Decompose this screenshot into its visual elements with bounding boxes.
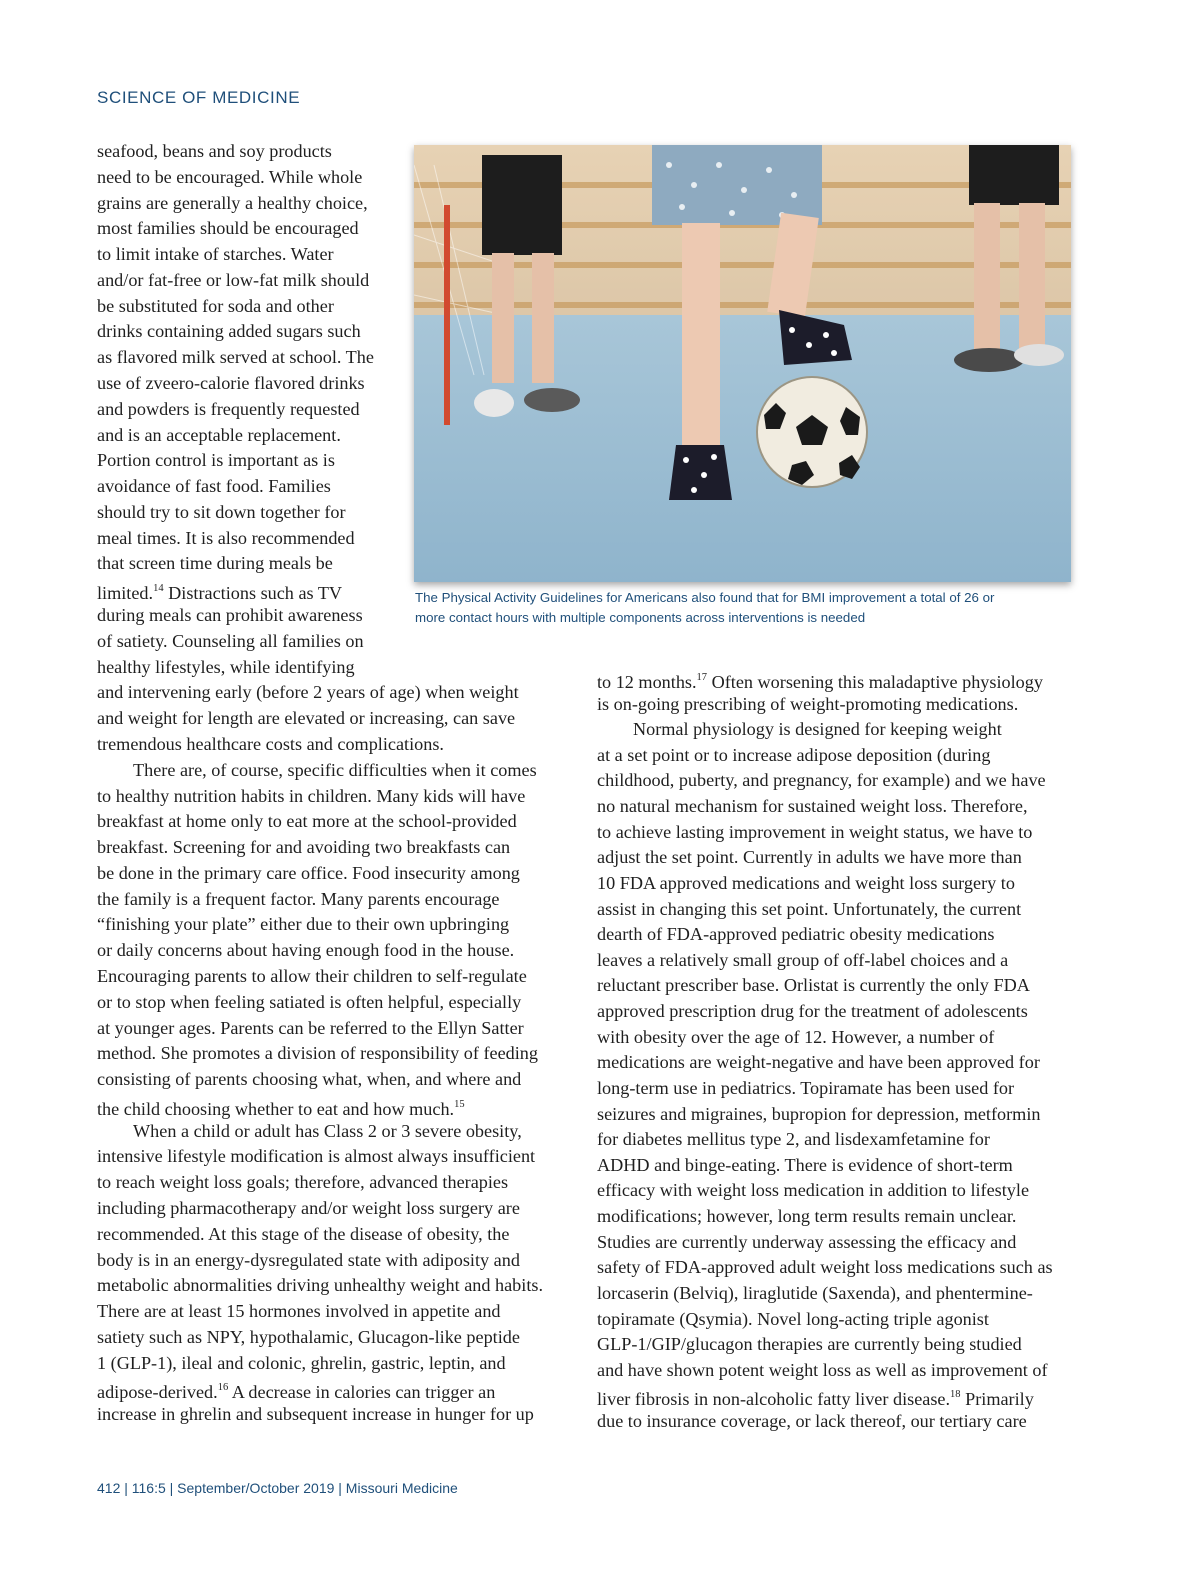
- text-line: Studies are currently underway assessing the efficacy and: [597, 1231, 1017, 1252]
- text-line: or to stop when feeling satiated is often helpful, especially: [97, 991, 522, 1012]
- photo-illustration: [414, 145, 1071, 582]
- text-line: reluctant prescriber base. Orlistat is currently the only FDA: [597, 975, 1030, 996]
- text-line: increase in ghrelin and subsequent increase in hunger for up: [97, 1404, 534, 1425]
- text-line: and have shown potent weight loss as well as improvement of: [597, 1359, 1048, 1380]
- text-line: including pharmacotherapy and/or weight loss surgery are: [97, 1197, 520, 1218]
- text-line: at younger ages. Parents can be referred to the Ellyn Satter: [97, 1017, 524, 1038]
- text-line: avoidance of fast food. Families: [97, 476, 331, 497]
- figure-caption-line: more contact hours with multiple components across interventions is needed: [415, 610, 866, 625]
- text-line: drinks containing added sugars such: [97, 321, 361, 342]
- text-line: with obesity over the age of 12. However, a number of: [597, 1026, 995, 1047]
- text-line: ADHD and binge-eating. There is evidence of short-term: [597, 1154, 1013, 1175]
- text-line: seafood, beans and soy products: [97, 141, 332, 161]
- text-line: Encouraging parents to allow their children to self-regulate: [97, 965, 527, 986]
- text-line: liver fibrosis in non-alcoholic fatty liver disease.$^{18}$ Primarily: [597, 1389, 1034, 1410]
- text-line: during meals can prohibit awareness: [97, 605, 363, 626]
- text-line: the family is a frequent factor. Many parents encourage: [97, 888, 500, 909]
- text-line: to reach weight loss goals; therefore, advanced therapies: [97, 1172, 509, 1193]
- text-line: and/or fat-free or low-fat milk should: [97, 269, 370, 290]
- text-line: meal times. It is also recommended: [97, 527, 355, 548]
- text-line: no natural mechanism for sustained weight loss. Therefore,: [597, 796, 1028, 817]
- text-line: should try to sit down together for: [97, 501, 346, 522]
- text-line: breakfast at home only to eat more at the school-provided: [97, 811, 517, 832]
- text-line: tremendous healthcare costs and complications.: [97, 733, 444, 754]
- text-line: to 12 months.$^{17}$ Often worsening this maladaptive physiology: [597, 672, 1043, 693]
- text-line: There are at least 15 hormones involved in appetite and: [97, 1301, 501, 1322]
- figure-photo-children-soccer: [414, 145, 1071, 582]
- text-line: for diabetes mellitus type 2, and lisdexamfetamine for: [597, 1129, 990, 1150]
- text-line: When a child or adult has Class 2 or 3 severe obesity,: [133, 1120, 522, 1141]
- text-line: leaves a relatively small group of off-label choices and a: [597, 949, 1009, 970]
- text-line: to achieve lasting improvement in weight status, we have to: [597, 821, 1033, 842]
- text-line: Portion control is important as is: [97, 450, 335, 471]
- text-line: be substituted for soda and other: [97, 295, 334, 316]
- text-line: efficacy with weight loss medication in addition to lifestyle: [597, 1180, 1030, 1201]
- reference-superscript: 17: [696, 672, 708, 683]
- text-line: modifications; however, long term results remain unclear.: [597, 1206, 1017, 1227]
- text-line: body is in an energy-dysregulated state with adiposity and: [97, 1249, 520, 1270]
- reference-superscript: 14: [153, 583, 164, 595]
- text-line: be done in the primary care office. Food insecurity among: [97, 862, 520, 883]
- text-line: lorcaserin (Belviq), liraglutide (Saxenda), and phentermine-: [597, 1282, 1033, 1303]
- text-line: as flavored milk served at school. The: [97, 347, 374, 368]
- text-line: approved prescription drug for the treatment of adolescents: [597, 1001, 1028, 1022]
- text-line: and weight for length are elevated or increasing, can save: [97, 708, 516, 729]
- text-line: limited.$^{14}$ Distractions such as TV: [97, 583, 343, 604]
- text-line: method. She promotes a division of responsibility of feeding: [97, 1043, 538, 1064]
- text-line: seizures and migraines, bupropion for depression, metformin: [597, 1103, 1041, 1124]
- text-line: intensive lifestyle modification is almost always insufficient: [97, 1146, 536, 1167]
- text-line: childhood, puberty, and pregnancy, for example) and we have: [597, 770, 1046, 791]
- section-header: SCIENCE OF MEDICINE: [97, 88, 301, 107]
- reference-superscript: 15: [454, 1098, 465, 1110]
- text-line: the child choosing whether to eat and how much.$^{15}$: [97, 1098, 465, 1119]
- text-line: or daily concerns about having enough food in the house.: [97, 940, 515, 961]
- text-line: breakfast. Screening for and avoiding two breakfasts can: [97, 837, 511, 858]
- text-line: and intervening early (before 2 years of age) when weight: [97, 682, 519, 703]
- text-line: at a set point or to increase adipose deposition (during: [597, 744, 991, 765]
- text-line: satiety such as NPY, hypothalamic, Glucagon-like peptide: [97, 1326, 520, 1347]
- text-line: to limit intake of starches. Water: [97, 244, 334, 265]
- text-line: need to be encouraged. While whole: [97, 166, 363, 187]
- text-line: GLP-1/GIP/glucagon therapies are currently being studied: [597, 1334, 1022, 1355]
- text-line: long-term use in pediatrics. Topiramate has been used for: [597, 1077, 1015, 1098]
- reference-superscript: 16: [217, 1382, 229, 1394]
- text-line: assist in changing this set point. Unfortunately, the current: [597, 898, 1022, 919]
- figure-caption-line: The Physical Activity Guidelines for Americans also found that for BMI improvement a total of 26 or: [415, 590, 995, 605]
- text-line: and powders is frequently requested: [97, 398, 360, 419]
- text-line: 1 (GLP-1), ileal and colonic, ghrelin, gastric, leptin, and: [97, 1352, 506, 1373]
- text-line: There are, of course, specific difficulties when it comes: [133, 759, 537, 780]
- text-line: recommended. At this stage of the disease of obesity, the: [97, 1223, 510, 1244]
- text-line: metabolic abnormalities driving unhealthy weight and habits.: [97, 1275, 543, 1296]
- text-line: of satiety. Counseling all families on: [97, 630, 364, 651]
- text-line: Normal physiology is designed for keeping weight: [633, 719, 1002, 740]
- text-line: adipose-derived.$^{16}$ A decrease in calories can trigger an: [97, 1382, 496, 1403]
- page-footer: 412 | 116:5 | September/October 2019 | Missouri Medicine: [97, 1480, 458, 1496]
- text-line: “finishing your plate” either due to their own upbringing: [97, 914, 510, 935]
- text-line: that screen time during meals be: [97, 553, 333, 574]
- text-line: adjust the set point. Currently in adults we have more than: [597, 847, 1022, 868]
- text-line: use of zveero-calorie flavored drinks: [97, 373, 365, 394]
- text-line: healthy lifestyles, while identifying: [97, 656, 355, 677]
- text-line: is on-going prescribing of weight-promoting medications.: [597, 693, 1019, 714]
- text-line: safety of FDA-approved adult weight loss medications such as: [597, 1257, 1053, 1278]
- text-line: medications are weight-negative and have been approved for: [597, 1052, 1040, 1073]
- text-line: most families should be encouraged: [97, 218, 359, 239]
- text-line: dearth of FDA-approved pediatric obesity medications: [597, 924, 995, 945]
- reference-superscript: 18: [950, 1389, 961, 1401]
- text-line: consisting of parents choosing what, when, and where and: [97, 1069, 522, 1090]
- text-line: and is an acceptable replacement.: [97, 424, 341, 445]
- text-line: topiramate (Qsymia). Novel long-acting triple agonist: [597, 1308, 989, 1329]
- text-line: due to insurance coverage, or lack thereof, our tertiary care: [597, 1410, 1027, 1431]
- text-line: 10 FDA approved medications and weight loss surgery to: [597, 872, 1015, 893]
- text-line: grains are generally a healthy choice,: [97, 192, 368, 213]
- text-line: to healthy nutrition habits in children. Many kids will have: [97, 785, 526, 806]
